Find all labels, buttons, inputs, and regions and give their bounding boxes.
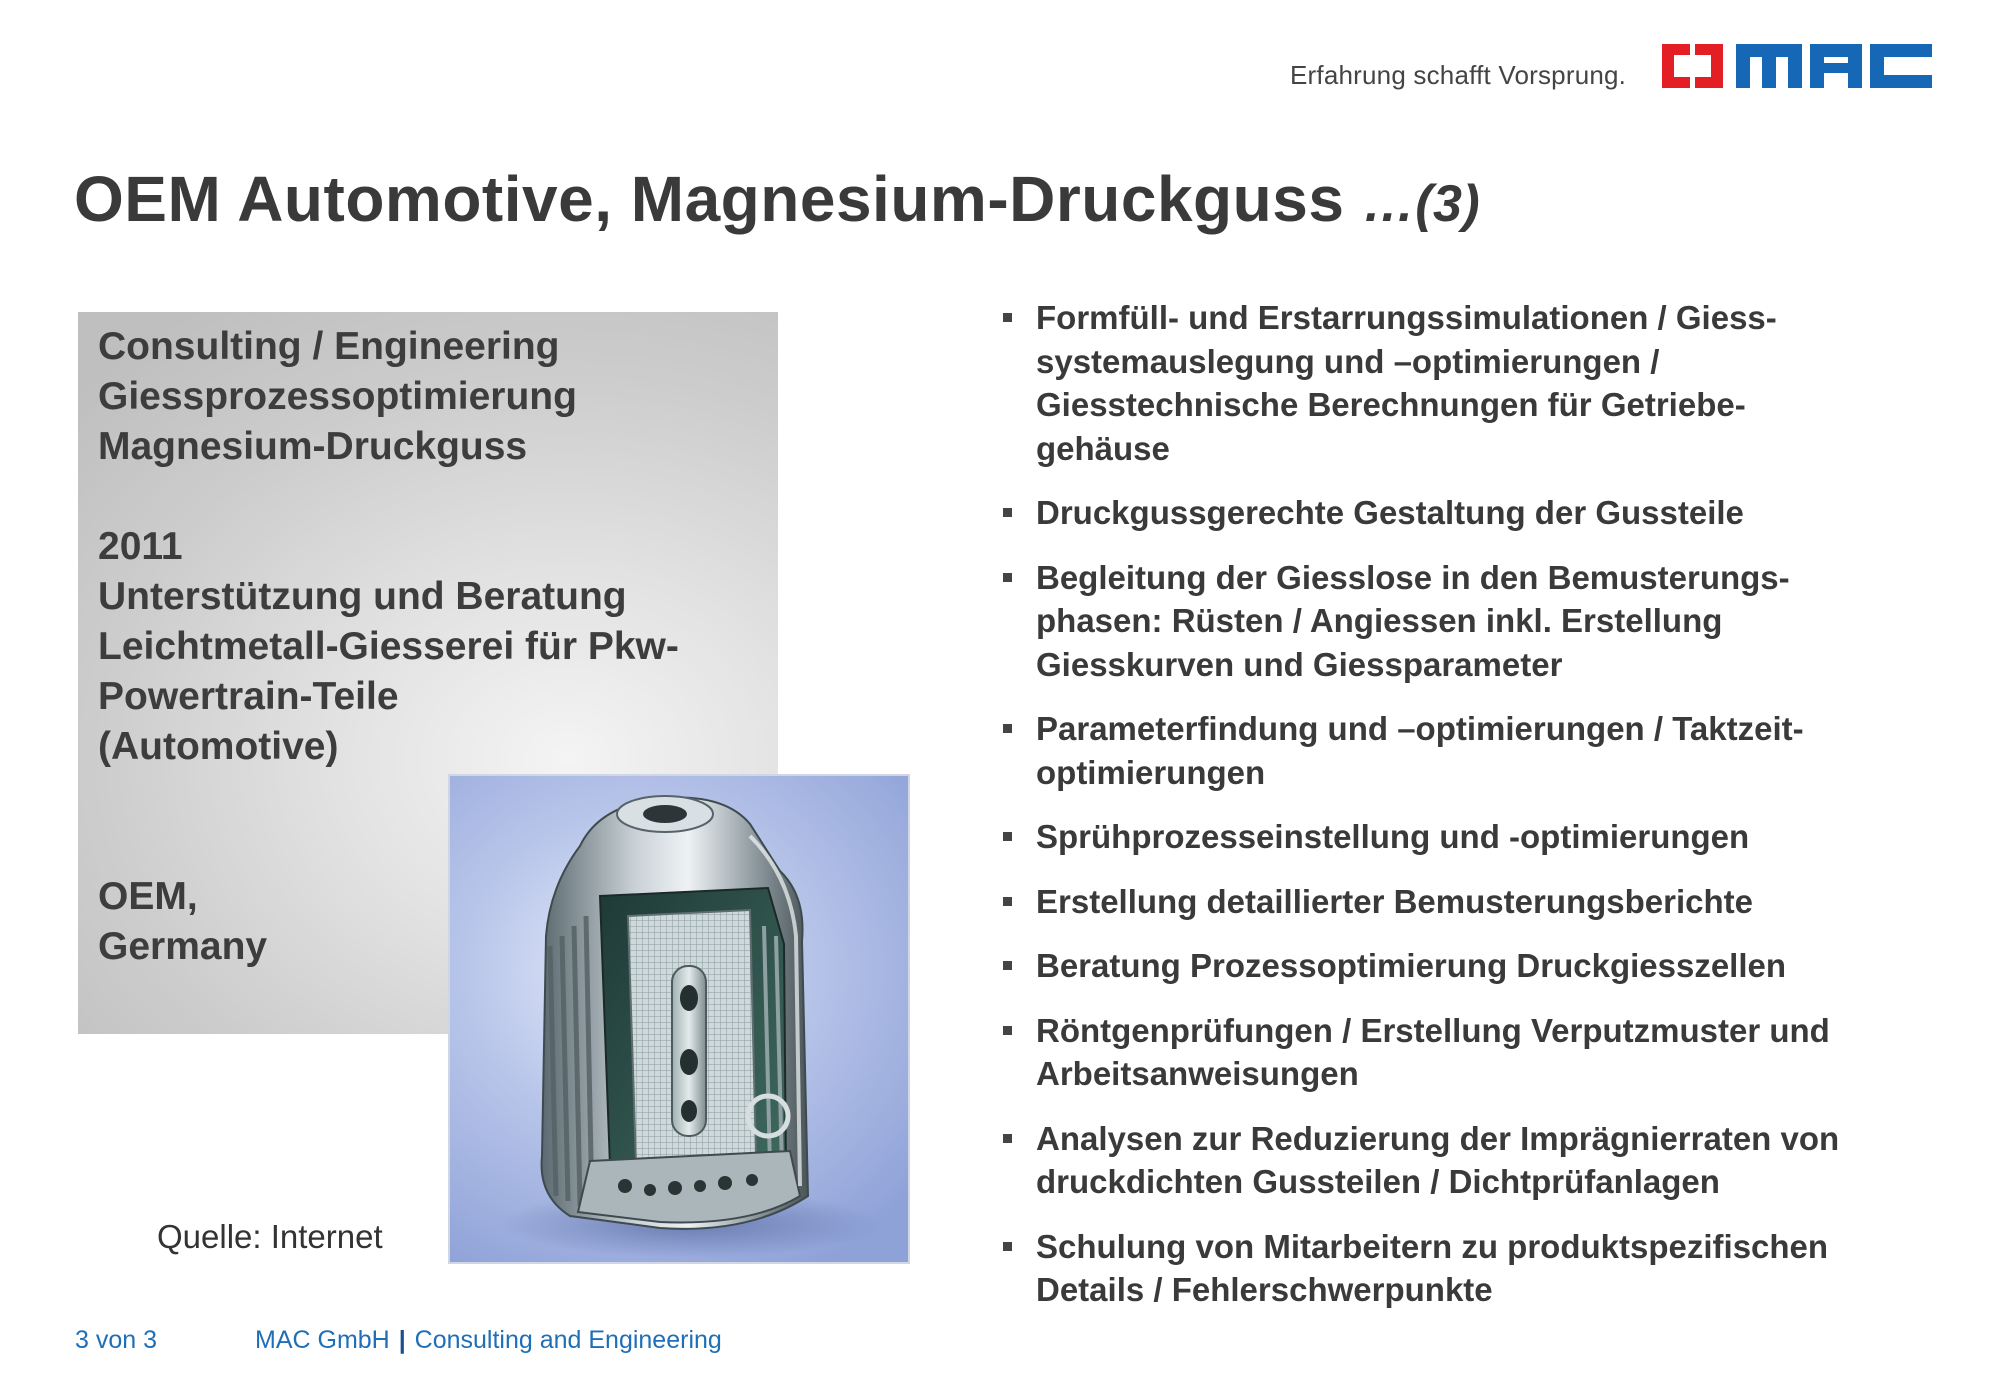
title-main: OEM Automotive, Magnesium-Druckguss [74,163,1345,235]
info-line-sector: (Automotive) [98,725,339,768]
list-item: Parameterfindung und –optimierungen / Taktzeit- optimierungen [1000,707,1980,794]
footer-separator: | [398,1326,406,1354]
info-line-country: Germany [98,925,268,968]
bullet-square-icon [1003,1026,1012,1035]
info-line-parts: Powertrain-Teile [98,675,399,718]
services-list [1000,296,1980,1333]
bullet-square-icon [1003,508,1012,517]
mac-logo [1662,42,1932,90]
title-suffix: …(3) [1362,175,1481,233]
page-title [74,162,1480,236]
bullet-square-icon [1003,897,1012,906]
list-item: Begleitung der Giesslose in den Bemusterungs- phasen: Rüsten / Angiessen inkl. Erstellung Giesskurven und Giessparameter [1000,556,1980,687]
list-item: Beratung Prozessoptimierung Druckgiesszellen [1000,944,1980,988]
bullet-square-icon [1003,961,1012,970]
info-line-client: OEM, [98,875,198,918]
bullet-square-icon [1003,724,1012,733]
footer-division: Consulting and Engineering [414,1326,722,1354]
info-line-foundry: Leichtmetall-Giesserei für Pkw- [98,625,679,668]
footer-brand [255,1326,722,1355]
list-item: Erstellung detaillierter Bemusterungsberichte [1000,880,1980,924]
list-item: Sprühprozesseinstellung und -optimierungen [1000,815,1980,859]
info-line-optimization: Giessprozessoptimierung [98,375,577,418]
bullet-square-icon [1003,1134,1012,1143]
info-line-consulting: Consulting / Engineering [98,325,560,368]
info-line-support: Unterstützung und Beratung [98,575,627,618]
bullet-square-icon [1003,832,1012,841]
logo-symbol [1662,44,1723,88]
list-item: Druckgussgerechte Gestaltung der Gussteile [1000,491,1980,535]
list-item: Formfüll- und Erstarrungssimulationen / Giess- systemauslegung und –optimierungen / Giesstechnische Berechnungen für Getriebe- gehäuse [1000,296,1980,470]
gearbox-housing-image [448,774,910,1264]
logo-letter-a [1810,44,1862,88]
footer-company: MAC GmbH [255,1326,390,1354]
list-item: Schulung von Mitarbeitern zu produktspezifischen Details / Fehlerschwerpunkte [1000,1225,1980,1312]
info-line-process: Magnesium-Druckguss [98,425,528,468]
bullet-square-icon [1003,573,1012,582]
bullet-square-icon [1003,313,1012,322]
bullet-square-icon [1003,1242,1012,1251]
image-source-label: Quelle: Internet [157,1218,383,1255]
list-item: Röntgenprüfungen / Erstellung Verputzmuster und Arbeitsanweisungen [1000,1009,1980,1096]
logo-letter-m [1736,44,1802,88]
page-number: 3 von 3 [75,1326,158,1354]
logo-letter-c [1870,44,1932,88]
list-item: Analysen zur Reduzierung der Imprägnierraten von druckdichten Gussteilen / Dichtprüfanlagen [1000,1117,1980,1204]
info-line-year: 2011 [98,525,183,568]
tagline: Erfahrung schafft Vorsprung. [1290,60,1627,90]
